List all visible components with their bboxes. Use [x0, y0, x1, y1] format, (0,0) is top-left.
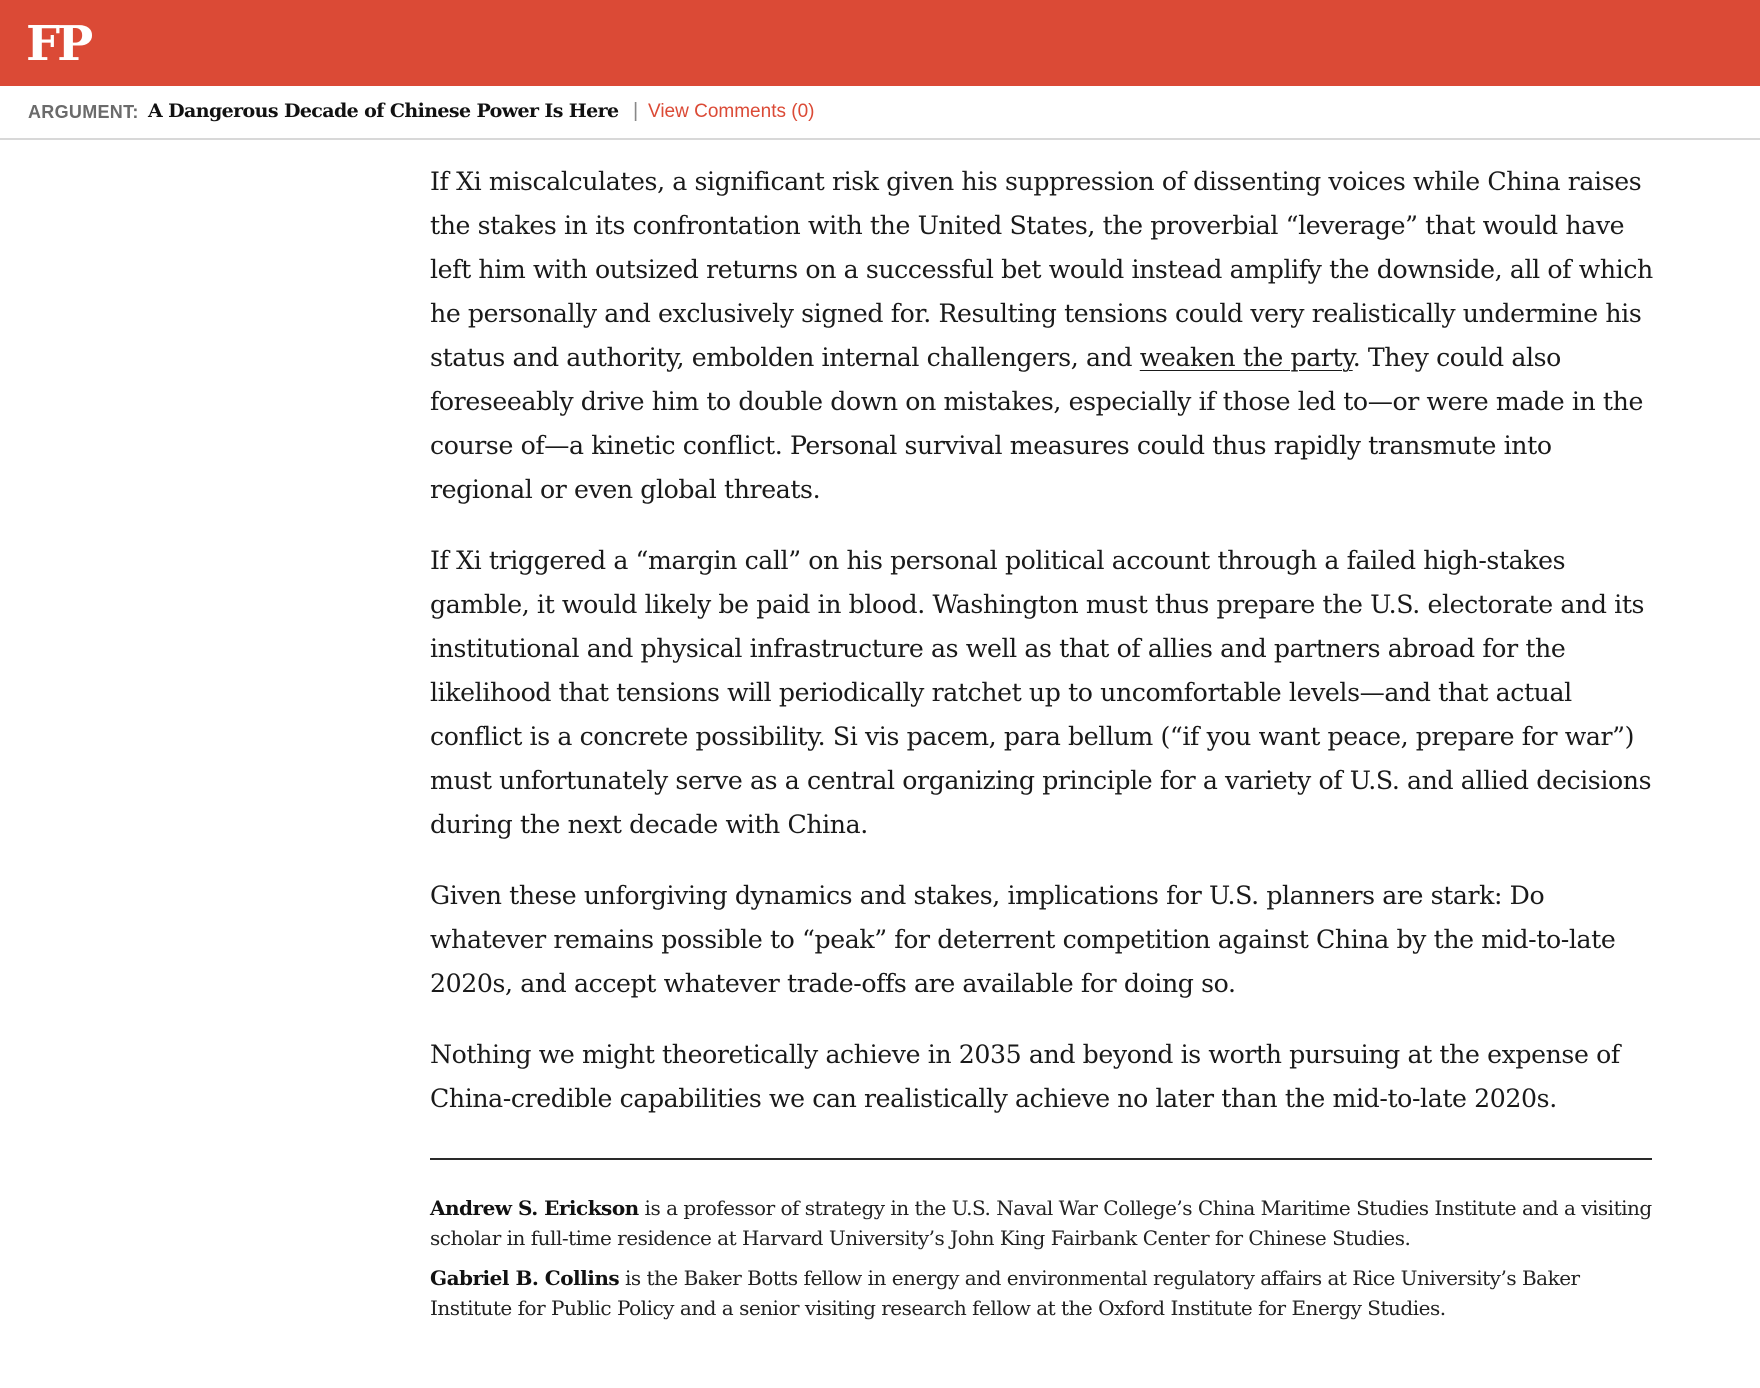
section-kicker: ARGUMENT: — [28, 102, 139, 122]
author-bios — [430, 1193, 1660, 1333]
author-bio-text: is a professor of strategy in the U.S. Naval War College’s China Maritime Studies Institute and a visiting scholar in full-time residence at Harvard University’s John King Fairbank Center for Chinese Studies. — [430, 1196, 1652, 1250]
article-body — [430, 160, 1660, 1148]
author-name[interactable]: Gabriel B. Collins — [430, 1266, 620, 1290]
paragraph-text: . They could also foreseeably drive him to double down on mistakes, especially if those led to—or were made in the course of—a kinetic conflict. Personal survival measures could thus rapidly transmute into regional or even global threats. — [430, 343, 1643, 504]
author-bio — [430, 1193, 1660, 1253]
subheader-separator: | — [633, 100, 639, 122]
article-subheader — [0, 86, 1760, 140]
weaken-the-party-link[interactable]: weaken the party — [1139, 343, 1353, 372]
article-paragraph: Nothing we might theoretically achieve in 2035 and beyond is worth pursuing at the expense of China-credible capabilities we can realistically achieve no later than the mid-to-late 2020s. — [430, 1040, 1620, 1113]
article-paragraph: Given these unforgiving dynamics and stakes, implications for U.S. planners are stark: Do whatever remains possible to “peak” for deterrent competition against China by the mid-to-late 2020s, and accept whatever trade-offs are available for doing so. — [430, 881, 1616, 998]
paragraph-text: If Xi miscalculates, a significant risk given his suppression of dissenting voices while China raises the stakes in its confrontation with the United States, the proverbial “leverage” that would have left him with outsized returns on a successful bet would instead amplify the downside, all of which he personally and exclusively signed for. Resulting tensions could very realistically undermine his status and authority, embolden internal challengers, and — [430, 167, 1653, 372]
article-paragraph: If Xi triggered a “margin call” on his personal political account through a failed high-stakes gamble, it would likely be paid in blood. Washington must thus prepare the U.S. electorate and its institutional and physical infrastructure as well as that of allies and partners abroad for the likelihood that tensions will periodically ratchet up to uncomfortable levels—and that actual conflict is a concrete possibility. Si vis pacem, para bellum (“if you want peace, prepare for war”) must unfortunately serve as a central organizing principle for a variety of U.S. and allied decisions during the next decade with China. — [430, 546, 1652, 839]
article-paragraph — [430, 160, 1660, 512]
author-divider — [430, 1158, 1652, 1160]
article-headline[interactable]: A Dangerous Decade of Chinese Power Is Here — [148, 100, 619, 122]
author-bio — [430, 1263, 1660, 1323]
top-bar — [0, 0, 1760, 86]
author-bio-text: is the Baker Botts fellow in energy and environmental regulatory affairs at Rice University’s Baker Institute for Public Policy and a senior visiting research fellow at the Oxford Institute for Energy Studies. — [430, 1266, 1580, 1320]
author-name[interactable]: Andrew S. Erickson — [430, 1196, 639, 1220]
fp-logo[interactable]: FP — [26, 16, 91, 72]
view-comments-link[interactable]: View Comments (0) — [648, 101, 815, 122]
